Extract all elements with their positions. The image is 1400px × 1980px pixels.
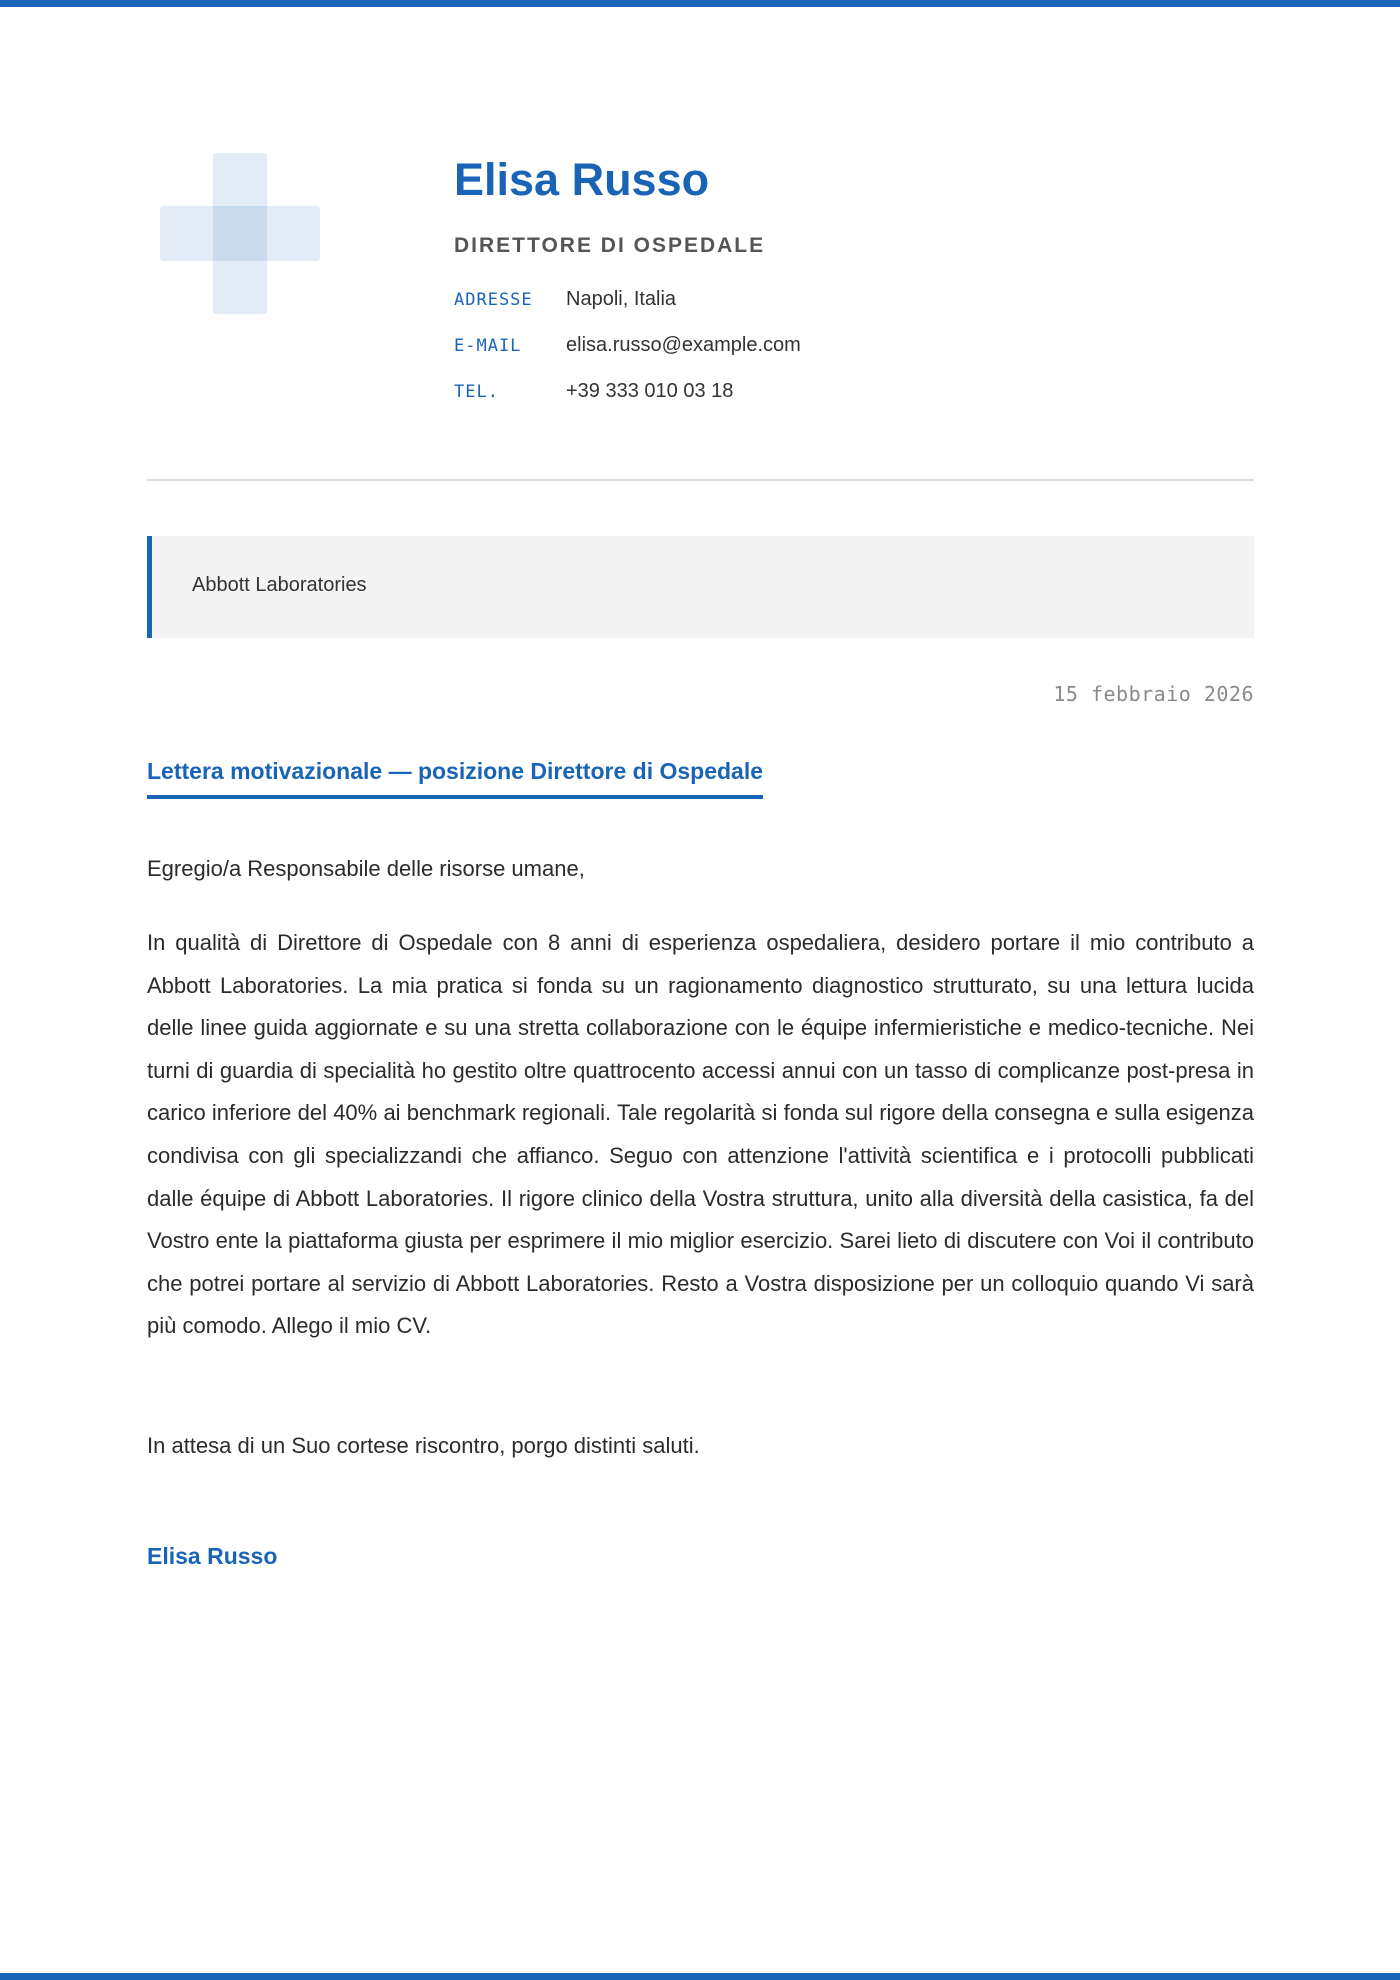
contact-email: elisa.russo@example.com — [566, 334, 801, 356]
contact-list — [454, 288, 1254, 426]
bottom-accent-bar — [0, 1973, 1400, 1980]
sender-name: Elisa Russo — [454, 154, 710, 205]
letter-closing: In attesa di un Suo cortese riscontro, porgo distinti saluti. — [147, 1433, 700, 1458]
medical-cross-icon — [160, 153, 320, 314]
letter-signature: Elisa Russo — [147, 1543, 278, 1569]
contact-row-address — [454, 288, 1254, 334]
letter-date: 15 febbraio 2026 — [1053, 682, 1254, 706]
recipient-box — [147, 536, 1254, 638]
contact-address: Napoli, Italia — [566, 288, 677, 310]
header-divider — [147, 479, 1254, 481]
top-accent-bar — [0, 0, 1400, 7]
letter-subject: Lettera motivazionale — posizione Direttore di Ospedale — [147, 758, 763, 799]
letter-salutation: Egregio/a Responsabile delle risorse umane, — [147, 856, 585, 881]
header — [454, 148, 1254, 426]
contact-label: E-MAIL — [454, 336, 522, 356]
contact-row-email — [454, 334, 1254, 380]
letter-body: In qualità di Direttore di Ospedale con 8 anni di esperienza ospedaliera, desidero portare il mio contributo a Abbott Laboratories. La mia pratica si fonda su un ragionamento diagnostico strutturato, su una lettura lucida delle linee guida aggiornate e su una stretta collaborazione con le équipe infermieristiche e medico-tecniche. Nei turni di guardia di specialità ho gestito oltre quattrocento accessi annui con un tasso di complicanze post-presa in carico inferiore del 40% ai benchmark regionali. Tale regolarità si fonda sul rigore della consegna e sulla esigenza condivisa con gli specializzandi che affianco. Seguo con attenzione l'attività scientifica e i protocolli pubblicati dalle équipe di Abbott Laboratories. Il rigore clinico della Vostra struttura, unito alla diversità della casistica, fa del Vostro ente la piattaforma giusta per esprimere il mio miglior esercizio. Sarei lieto di discutere con Voi il contributo che potrei portare al servizio di Abbott Laboratories. Resto a Vostra disposizione per un colloquio quando Vi sarà più comodo. Allego il mio CV. — [147, 930, 1254, 1339]
contact-label: ADRESSE — [454, 290, 533, 310]
contact-label: TEL. — [454, 382, 499, 402]
contact-phone: +39 333 010 03 18 — [566, 380, 734, 402]
sender-role: DIRETTORE DI OSPEDALE — [454, 234, 766, 257]
recipient-company: Abbott Laboratories — [192, 574, 367, 596]
contact-row-phone — [454, 380, 1254, 426]
